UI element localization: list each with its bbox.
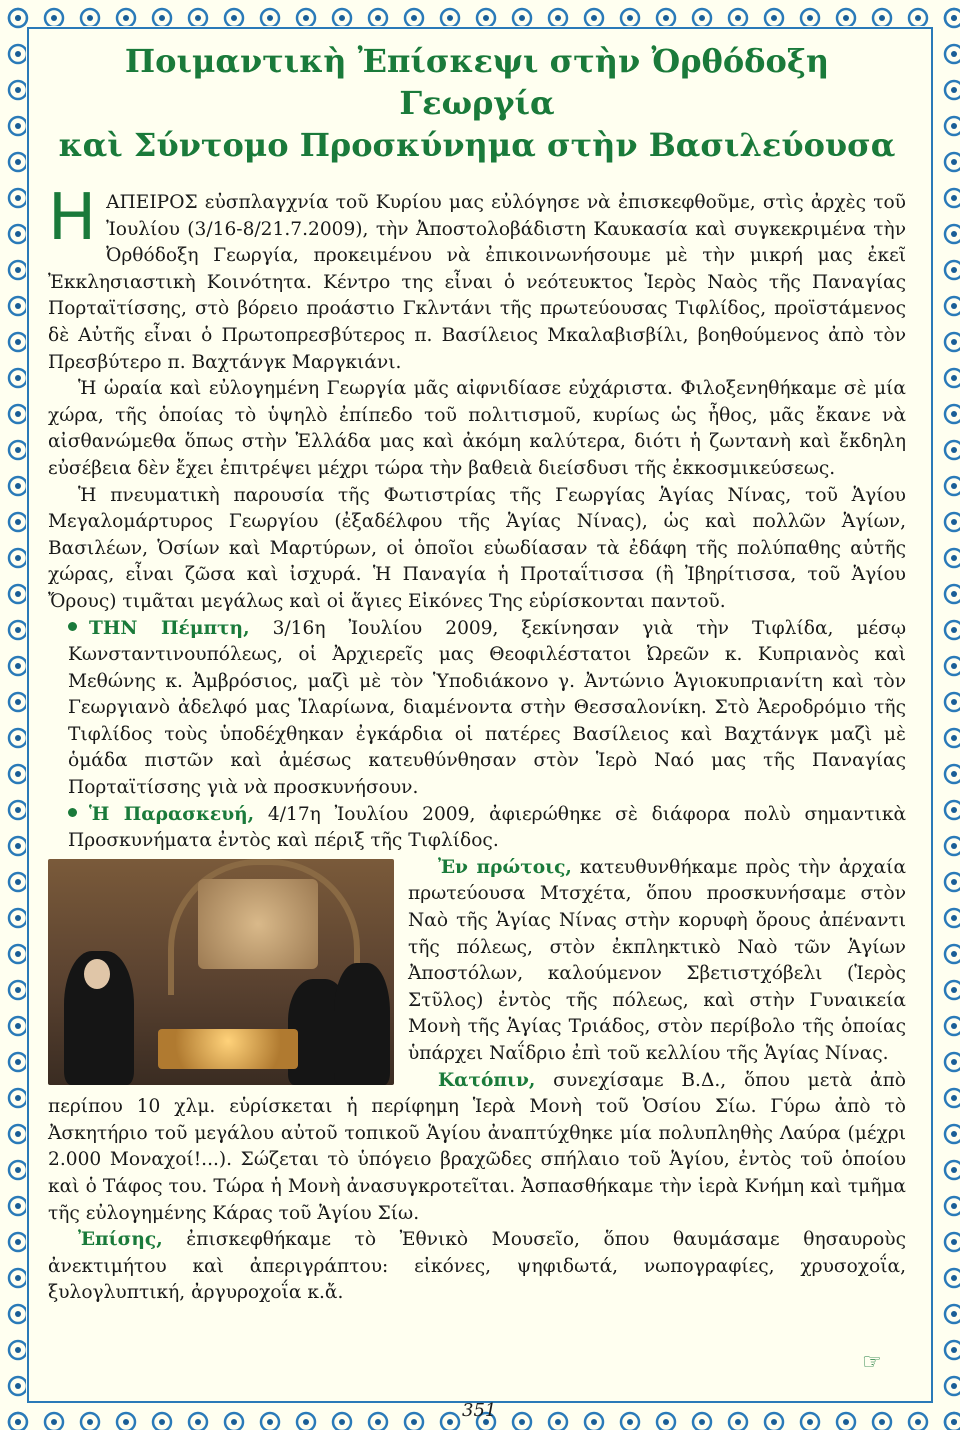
mtskheta-lead: Ἐν πρώτοις, xyxy=(438,856,572,878)
mtskheta-text: κατευθυνθήκαμε πρὸς τὴν ἀρχαία πρωτεύουσα Μτσχέτα, ὅπου προσκυνήσαμε στὸν Ναὸ τῆς Ἁγίας Νίνας στὴν κορυφὴ ὄρους ἀπέναντι τῆς πόλεως, στὸν ἐκπληκτικὸ Ναὸ τῶν Ἁγίων Ἀποστόλων, καλούμενον Σβετιστχόβελι (Ἱερὸς Στῦλος) ἐντὸς τῆς πόλεως, καὶ στὴν Γυναικεία Μονὴ τῆς Ἁγίας Τριάδος, στὸν περίβολο τῆς ὁποίας ὑπάρχει Ναΐδριο ἐπὶ τοῦ κελλίου τῆς Ἁγίας Νίνας. xyxy=(408,856,907,1064)
paragraph-spiritual: Ἡ πνευματικὴ παρουσία τῆς Φωτιστρίας τῆς Γεωργίας Ἁγίας Νίνας, τοῦ Ἁγίου Μεγαλομάρτυρος Γεωργίου (ἐξαδέλφου τῆς Ἁγίας Νίνας), ὡς καὶ πολλῶν Ἁγίων, Βασιλέων, Ὁσίων καὶ Μαρτύρων, οἱ ὁποῖοι εὐωδίασαν τὰ ἐδάφη τῆς πολύπαθης αὐτῆς χώρας, εἶναι ζῶσα καὶ ἰσχυρά. Ἡ Παναγία ἡ Προταΐτισσα (ἢ Ἰβηρίτισσα, τοῦ Ἁγίου Ὄρους) τιμᾶται μεγάλως καὶ οἱ ἅγιες Εἰκόνες Της εὑρίσκονται παντοῦ. xyxy=(48,484,906,612)
photo-fresco xyxy=(198,879,318,969)
museum-lead: Ἐπίσης, xyxy=(78,1229,163,1251)
drop-cap: Η xyxy=(48,181,97,255)
page-number: 351 xyxy=(462,1400,497,1421)
bullet-icon xyxy=(68,622,77,631)
title-line-1: Ποιμαντικὴ Ἐπίσκεψι στὴν Ὀρθόδοξη Γεωργία xyxy=(124,42,830,122)
photo-monk-3 xyxy=(334,963,390,1085)
bullet-friday xyxy=(48,802,906,855)
continue-hand-icon: ☞ xyxy=(862,1350,882,1375)
intro-lead: ΑΠΕΙΡΟΣ xyxy=(106,192,198,213)
museum-text: ἐπισκεφθήκαμε τὸ Ἐθνικὸ Μουσεῖο, ὅπου θαυμάσαμε θησαυροὺς ἀνεκτιμήτου καὶ ἀπεριγράπτου: εἰκόνες, ψηφιδωτά, νωπογραφίες, χρυσοχοΐα, ξυλογλυπτική, ἀργυροχοΐα κ.ἄ. xyxy=(48,1229,906,1304)
bullet-icon xyxy=(68,808,77,817)
bullet-thursday xyxy=(48,616,906,802)
sio-text: συνεχίσαμε Β.Δ., ὅπου μετὰ ἀπὸ περίπου 10 χλμ. εὑρίσκεται ἡ περίφημη Ἱερὰ Μονὴ τοῦ Ὁσίου Σίω. Γύρω ἀπὸ τὸ Ἀσκητήριο τοῦ μεγάλου αὐτοῦ τοπικοῦ Ἁγίου ἀναπτύχθηκε μία πολυπληθὴς Λαύρα (μέχρι 2.000 Μοναχοί!...). Σώζεται τὸ ὑπόγειο βραχῶδες σπήλαιο τοῦ Ἁγίου, ἐντὸς τοῦ ὁποίου καὶ ὁ Τάφος του. Τώρα ἡ Μονὴ ἀνασυγκροτεῖται. Ἀσπασθήκαμε τὴν ἱερὰ Κνήμη καὶ τμῆμα τῆς εὐλογημένης Κάρας τοῦ Ἁγίου Σίω. xyxy=(48,1069,906,1224)
paragraph-georgia: Ἡ ὡραία καὶ εὐλογημένη Γεωργία μᾶς αἰφνιδίασε εὐχάριστα. Φιλοξενηθήκαμε σὲ μία χώρα, τῆς ὁποίας τὸ ὑψηλὸ ἐπίπεδο τοῦ πολιτισμοῦ, κυρίως ὡς ἦθος, μᾶς ἔκανε νὰ αἰσθανώμεθα ὅπως στὴν Ἑλλάδα μας καὶ ἀκόμη καλύτερα, διότι ἡ ζωντανὴ καὶ ἔκδηλη εὐσέβεια δὲν ἔχει ἐπιτρέψει μέχρι τώρα τὴν βαθειὰ διείσδυσι τῆς ἐκκοσμικεύσεως. xyxy=(48,378,906,479)
bullet-friday-text: 4/17η Ἰουλίου 2009, ἀφιερώθηκε σὲ διάφορα πολὺ σημαντικὰ Προσκυνήματα ἐντὸς καὶ πέριξ τῆς Τιφλίδος. xyxy=(68,803,906,852)
bullet-thursday-lead: ΤΗΝ Πέμπτη, xyxy=(89,617,250,639)
monastery-photo xyxy=(48,859,394,1085)
paragraph-sio xyxy=(48,1068,906,1228)
sio-lead: Κατόπιν, xyxy=(438,1069,536,1091)
intro-text: εὐσπλαγχνία τοῦ Κυρίου μας εὐλόγησε νὰ ἐπισκεφθοῦμε, στὶς ἀρχὲς τοῦ Ἰουλίου (3/16-8/21.7.2009), τὴν Ἀποστολοβάδιστη Καυκασία καὶ συγκεκριμένα τὴν Ὀρθόδοξη Γεωργία, προκειμένου νὰ ἐπικοινωνήσουμε μὲ τὴν μικρή μας ἐκεῖ Ἐκκλησιαστικὴ Κοινότητα. Κέντρο της εἶναι ὁ νεότευκτος Ἱερὸς Ναὸς τῆς Παναγίας Πορταϊτίσσης, στὸ βόρειο προάστιο Γκλντάνι τῆς πρωτεύουσας Τιφλίδος, προϊστάμενος δὲ Αὐτῆς εἶναι ὁ Πρωτοπρεσβύτερος π. Βασίλειος Μκαλαβισβίλι, βοηθούμενος ἀπὸ τὸν Πρεσβύτερο π. Βαχτάνγκ Μαργκιάνι. xyxy=(48,192,906,373)
bullet-friday-lead: Ἡ Παρασκευή, xyxy=(89,803,255,825)
article xyxy=(48,40,906,1307)
photo-monk-1-face xyxy=(84,959,110,989)
paragraph-museum xyxy=(48,1227,906,1307)
bullet-thursday-text: 3/16η Ἰουλίου 2009, ξεκίνησαν γιὰ τὴν Τιφλίδα, μέσῳ Κωνσταντινουπόλεως, οἱ Ἀρχιερεῖς μας Θεοφιλέστατοι Ὠρεῶν κ. Κυπριανὸς καὶ Μεθώνης κ. Ἀμβρόσιος, μαζὶ μὲ τὸν Ὑποδιάκονο γ. Ἀντώνιο Ἁγιοκυπριανίτη καὶ τὸν Γεωργιανὸ ἀδελφό μας Ἱλαρίωνα, διαμένοντα στὴν Θεσσαλονίκη. Στὸ Ἀεροδρόμιο τῆς Τιφλίδος τοὺς ὑποδέχθηκαν ἐγκάρδια οἱ πατέρες Βασίλειος καὶ Βαχτάνγκ μαζὶ μὲ ὁμάδα πιστῶν καὶ ἀμέσως κατευθύνθησαν στὸν Ἱερὸ Ναό μας τῆς Παναγίας Πορταϊτίσσης γιὰ νὰ προσκυνήσουν. xyxy=(68,617,906,799)
title-line-2: καὶ Σύντομο Προσκύνημα στὴν Βασιλεύουσα xyxy=(58,126,896,164)
article-title xyxy=(48,40,906,166)
paragraph-intro xyxy=(48,181,906,376)
photo-candles xyxy=(158,1029,298,1069)
